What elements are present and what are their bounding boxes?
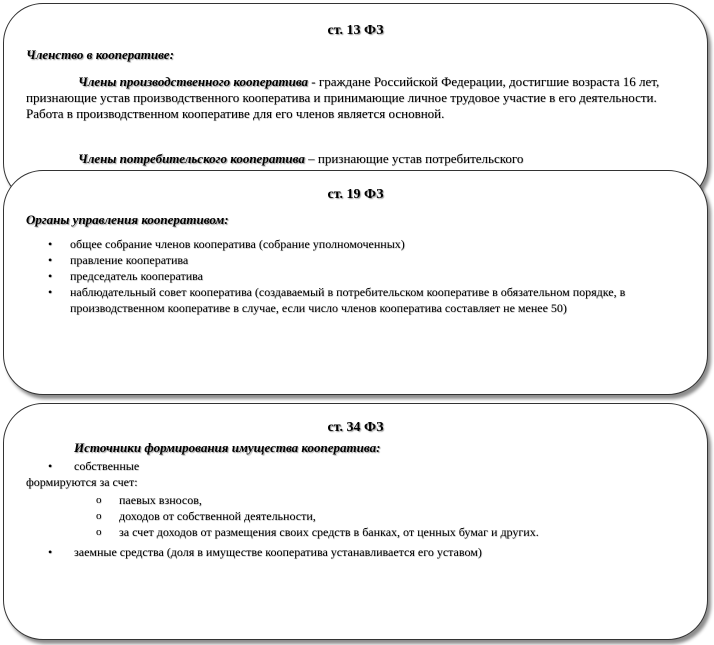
bullet-icon: • [48, 237, 53, 251]
list-item: • наблюдательный совет кооператива (создаваемый в потребительском кооперативе в обязательном порядке, в производственном кооперативе в случае, если число членов кооператива составляет не менее 50) [48, 285, 626, 315]
circle-bullet-icon: o [96, 526, 102, 538]
own-funds-list [4, 458, 685, 474]
production-members-paragraph [26, 74, 685, 122]
list-item: o доходов от собственной деятельности, [96, 509, 316, 523]
governance-panel [3, 170, 708, 395]
circle-bullet-icon: o [96, 510, 102, 522]
bullet-icon: • [48, 253, 53, 267]
circle-bullet-icon: o [96, 494, 102, 506]
governance-title: Органы управления кооперативом: [26, 212, 229, 227]
production-members-term: Члены производственного кооператива [78, 74, 309, 89]
funding-sources-list [4, 492, 685, 540]
borrowed-funds-list [4, 544, 685, 560]
consumer-members-text: – признающие устав потребительского [304, 151, 524, 166]
formed-by-label: формируются за счет: [26, 475, 138, 489]
bullet-icon: • [48, 545, 53, 559]
article-13-heading: ст. 13 ФЗ [327, 23, 384, 38]
membership-title: Членство в кооперативе: [26, 47, 174, 62]
bullet-icon: • [48, 459, 53, 473]
article-34-heading: ст. 34 ФЗ [327, 420, 384, 435]
own-funds-label: собственные [74, 459, 140, 473]
list-item: • правление кооператива [48, 253, 189, 267]
bullet-icon: • [48, 269, 53, 283]
list-item [4, 458, 685, 474]
list-item: o за счет доходов от размещения своих средств в банках, от ценных бумаг и других. [96, 525, 539, 539]
consumer-members-term: Члены потребительского кооператива [78, 151, 305, 166]
article-19-heading: ст. 19 ФЗ [327, 187, 384, 202]
property-sources-panel [3, 403, 708, 640]
list-item [4, 544, 685, 560]
list-item: o паевых взносов, [96, 493, 202, 507]
property-sources-title: Источники формирования имущества кооператива: [74, 440, 381, 455]
governance-list [26, 236, 685, 316]
borrowed-funds-label: заемные средства (доля в имуществе кооператива устанавливается его уставом) [74, 545, 482, 559]
list-item: • председатель кооператива [48, 269, 203, 283]
bullet-icon: • [48, 285, 53, 299]
list-item: • общее собрание членов кооператива (собрание уполномоченных) [48, 237, 405, 251]
consumer-members-paragraph [26, 151, 685, 167]
production-members-text: - граждане Российской Федерации, достигшие возраста 16 лет, признающие устав производственного кооператива и принимающие личное трудовое участие в его деятельности. Работа в производственном кооперативе для его членов является основной. [26, 74, 660, 121]
